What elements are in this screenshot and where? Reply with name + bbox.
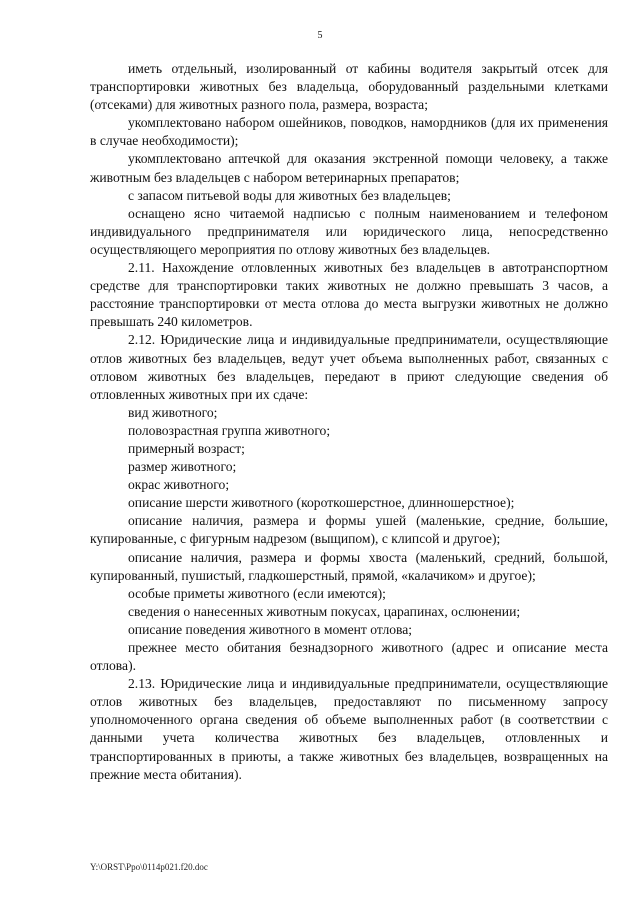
list-item-tail: описание наличия, размера и формы хвоста (маленький, средний, большой, купированный, пушистый, гладкошерстный, прямой, «калачиком» и другое); — [90, 549, 608, 583]
list-item-color: окрас животного; — [128, 477, 230, 493]
list-item-ears: описание наличия, размера и формы ушей (маленькие, средние, большие, купированные, с фигурным надрезом (выщипом), с клипсой и другое); — [90, 513, 608, 547]
list-item-sex-age-group: половозрастная группа животного; — [128, 422, 331, 438]
paragraph-vehicle-signage: оснащено ясно читаемой надписью с полным наименованием и телефоном индивидуального предпринимателя или юридического лица, непосредственно осуществляющего мероприятия по отлову животных без владельцев. — [90, 205, 608, 257]
list-item-approx-age: примерный возраст; — [128, 440, 245, 456]
paragraph-vehicle-compartment: иметь отдельный, изолированный от кабины водителя закрытый отсек для транспортировки животных без владельца, оборудованный раздельными клетками (отсеками) для животных разного пола, размера, возраста; — [90, 61, 608, 113]
document-body — [90, 60, 608, 784]
paragraph-drinking-water: с запасом питьевой воды для животных без владельцев; — [128, 187, 451, 203]
list-item-special-marks: особые приметы животного (если имеются); — [128, 585, 386, 601]
list-item-animal-type: вид животного; — [128, 404, 218, 420]
page-number: 5 — [317, 30, 323, 41]
footer-file-path: Y:\ORST\Ppo\0114p021.f20.doc — [90, 862, 208, 872]
list-item-behavior: описание поведения животного в момент отлова; — [128, 621, 413, 637]
paragraph-2-13: 2.13. Юридические лица и индивидуальные предприниматели, осуществляющие отлов животных без владельцев, предоставляют по письменному запросу уполномоченного органа сведения об объеме выполненных работ (в соответствии с данными учета количества животных без владельцев, отловленных и транспортированных в приюты, а также животных без владельцев, возвращенных на прежние места обитания). — [90, 676, 608, 782]
paragraph-collars-leashes: укомплектовано набором ошейников, поводков, намордников (для их применения в случае необходимости); — [90, 115, 608, 149]
list-item-size: размер животного; — [128, 459, 237, 475]
list-item-fur: описание шерсти животного (короткошерстное, длинношерстное); — [128, 495, 515, 511]
list-item-former-habitat: прежнее место обитания безнадзорного животного (адрес и описание места отлова). — [90, 640, 608, 674]
paragraph-2-12: 2.12. Юридические лица и индивидуальные предприниматели, осуществляющие отлов животных без владельцев, ведут учет объема выполненных работ, связанных с отловом животных без владельцев, передают в приют следующие сведения об отловленных животных при их сдаче: — [90, 332, 608, 402]
paragraph-2-11: 2.11. Нахождение отловленных животных без владельцев в автотранспортном средстве для транспортировки таких животных не должно превышать 3 часов, а расстояние транспортировки от места отлова до места выгрузки животных не должно превышать 240 километров. — [90, 260, 608, 330]
list-item-bites-info: сведения о нанесенных животным покусах, царапинах, ослюнении; — [128, 603, 521, 619]
paragraph-first-aid-kit: укомплектовано аптечкой для оказания экстренной помощи человеку, а также животным без владельцев с набором ветеринарных препаратов; — [90, 151, 608, 185]
